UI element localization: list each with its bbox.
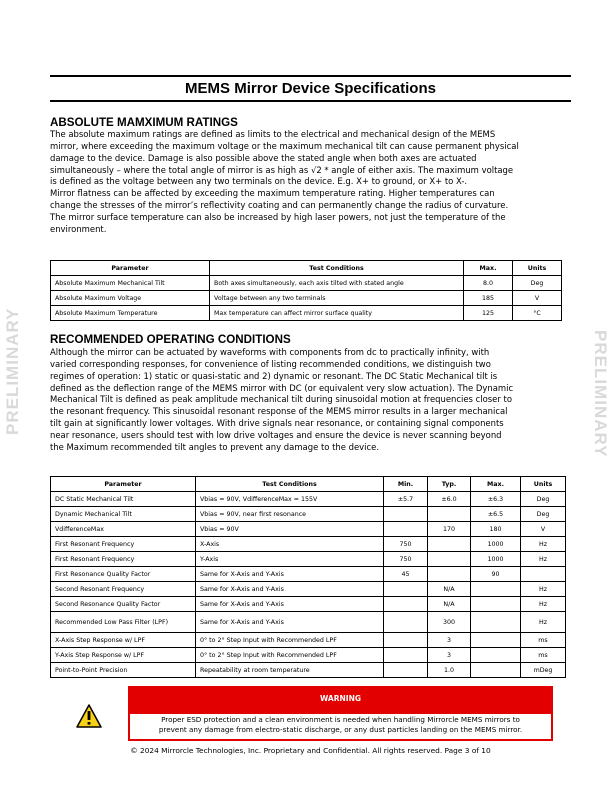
cell-conditions: Vbias = 90V [196, 522, 384, 537]
cell-units: ms [521, 648, 566, 663]
section-recommended-text [50, 347, 562, 454]
cell-max: 1000 [471, 552, 521, 567]
cell-parameter: X-Axis Step Response w/ LPF [51, 633, 196, 648]
cell-typ [428, 537, 471, 552]
cell-parameter: VdifferenceMax [51, 522, 196, 537]
table-row [51, 612, 566, 633]
cell-parameter: Absolute Maximum Voltage [51, 291, 210, 306]
header-units: Units [521, 477, 566, 492]
cell-parameter: DC Static Mechanical Tilt [51, 492, 196, 507]
text-line: Mirror flatness can be affected by exceeding the maximum temperature rating. Higher temperatures can [50, 188, 495, 199]
table-row [51, 306, 562, 321]
table-row [51, 291, 562, 306]
cell-max: 125 [464, 306, 513, 321]
text-line: regimes of operation: 1) static or quasi-static and 2) dynamic or resonant. The DC Static Mechanical tilt is [50, 370, 498, 381]
cell-units: Hz [521, 597, 566, 612]
table-header-row [51, 261, 562, 276]
cell-typ: 3 [428, 648, 471, 663]
warning-triangle-icon [76, 704, 102, 728]
cell-max: 8.0 [464, 276, 513, 291]
cell-units: Deg [521, 492, 566, 507]
cell-units: V [513, 291, 562, 306]
cell-conditions: Max temperature can affect mirror surface quality [210, 306, 464, 321]
cell-conditions: Voltage between any two terminals [210, 291, 464, 306]
cell-units: °C [513, 306, 562, 321]
cell-units: Hz [521, 537, 566, 552]
cell-max: 185 [464, 291, 513, 306]
cell-max: ±6.5 [471, 507, 521, 522]
table-row [51, 582, 566, 597]
text-line: The mirror surface temperature can also be increased by high laser powers, not just the temperature of the [50, 211, 506, 222]
cell-max: ±6.3 [471, 492, 521, 507]
cell-min: 750 [384, 537, 428, 552]
cell-parameter: Absolute Maximum Mechanical Tilt [51, 276, 210, 291]
cell-max: 90 [471, 567, 521, 582]
cell-units: Hz [521, 612, 566, 633]
text-line: Mechanical Tilt is defined as peak amplitude mechanical tilt during sinusoidal motion at frequencies closer to [50, 394, 512, 405]
warning-box [128, 686, 553, 741]
cell-parameter: Second Resonant Frequency [51, 582, 196, 597]
cell-parameter: Recommended Low Pass Filter (LPF) [51, 612, 196, 633]
cell-conditions: Y-Axis [196, 552, 384, 567]
title-rule [50, 100, 571, 102]
table-row [51, 537, 566, 552]
cell-parameter: First Resonant Frequency [51, 552, 196, 567]
cell-typ [428, 567, 471, 582]
text-line: The absolute maximum ratings are defined as limits to the electrical and mechanical design of the MEMS [50, 129, 496, 139]
header-max: Max. [464, 261, 513, 276]
text-line: damage to the device. Damage is also possible above the stated angle when both axes are actuated [50, 152, 477, 163]
cell-conditions: Same for X-Axis and Y-Axis [196, 612, 384, 633]
preliminary-watermark-right: PRELIMINARY [591, 330, 610, 458]
cell-max [471, 663, 521, 678]
cell-typ: ±6.0 [428, 492, 471, 507]
cell-min: 750 [384, 552, 428, 567]
table-row [51, 633, 566, 648]
text-line: defined as the deflection range of the MEMS mirror with DC (or equivalent very slow actuation). The Dynamic [50, 382, 514, 393]
cell-min: 45 [384, 567, 428, 582]
text-line: is defined as the voltage between any two terminals on the device. E.g. X+ to ground, or X+ to X-. [50, 176, 468, 187]
cell-min [384, 663, 428, 678]
header-test-conditions: Test Conditions [196, 477, 384, 492]
table-row [51, 492, 566, 507]
table-row [51, 552, 566, 567]
cell-units [521, 567, 566, 582]
cell-typ: N/A [428, 582, 471, 597]
table-row [51, 597, 566, 612]
top-rule [50, 75, 571, 77]
cell-typ: N/A [428, 597, 471, 612]
absolute-max-table [50, 260, 562, 321]
cell-conditions: X-Axis [196, 537, 384, 552]
cell-units: Hz [521, 582, 566, 597]
cell-typ: 1.0 [428, 663, 471, 678]
text-line: environment. [50, 223, 107, 234]
section-heading-absolute-max: ABSOLUTE MAMXIMUM RATINGS [50, 116, 238, 129]
cell-min [384, 507, 428, 522]
cell-max [471, 633, 521, 648]
text-line: Although the mirror can be actuated by waveforms with components from dc to practically infinity, with [50, 347, 490, 357]
text-line: the resonant frequency. This sinusoidal resonant response of the MEMS mirror results in a larger mechanical [50, 406, 508, 417]
table-header-row [51, 477, 566, 492]
cell-max [471, 648, 521, 663]
section-absolute-max-text [50, 129, 562, 236]
cell-parameter: Dynamic Mechanical Tilt [51, 507, 196, 522]
cell-parameter: First Resonance Quality Factor [51, 567, 196, 582]
cell-conditions: 0° to 2° Step Input with Recommended LPF [196, 648, 384, 663]
text-line: varied corresponding responses, for convenience of listing recommended conditions, we distinguish two [50, 358, 491, 369]
preliminary-watermark-left: PRELIMINARY [3, 307, 22, 435]
cell-conditions: Same for X-Axis and Y-Axis [196, 582, 384, 597]
cell-parameter: Y-Axis Step Response w/ LPF [51, 648, 196, 663]
cell-typ: 170 [428, 522, 471, 537]
text-line: simultaneously – where the total angle of mirror is as high as √2 * angle of either axis. The maximum voltage [50, 164, 514, 175]
cell-max: 1000 [471, 537, 521, 552]
header-min: Min. [384, 477, 428, 492]
cell-units: Hz [521, 552, 566, 567]
cell-units: V [521, 522, 566, 537]
cell-typ: 3 [428, 633, 471, 648]
text-line: near resonance, users should test with low drive voltages and ensure the device is never scanning beyond [50, 429, 502, 440]
table-row [51, 276, 562, 291]
page-footer: © 2024 Mirrorcle Technologies, Inc. Proprietary and Confidential. All rights reserved. Page 3 of 10 [130, 746, 491, 755]
header-test-conditions: Test Conditions [210, 261, 464, 276]
cell-max [471, 582, 521, 597]
warning-text [130, 714, 551, 735]
cell-units: Deg [513, 276, 562, 291]
cell-typ: 300 [428, 612, 471, 633]
cell-min [384, 597, 428, 612]
cell-min [384, 633, 428, 648]
cell-min [384, 582, 428, 597]
table-row [51, 648, 566, 663]
cell-units: mDeg [521, 663, 566, 678]
header-parameter: Parameter [51, 261, 210, 276]
header-max: Max. [471, 477, 521, 492]
cell-conditions: 0° to 2° Step Input with Recommended LPF [196, 633, 384, 648]
header-units: Units [513, 261, 562, 276]
page-title: MEMS Mirror Device Specifications [185, 80, 436, 97]
cell-parameter: Point-to-Point Precision [51, 663, 196, 678]
warning-heading: WARNING [130, 688, 551, 714]
cell-max [471, 597, 521, 612]
text-line: mirror, where exceeding the maximum voltage or the maximum mechanical tilt can cause permanent physical [50, 140, 519, 151]
cell-conditions: Repeatability at room temperature [196, 663, 384, 678]
cell-parameter: Second Resonance Quality Factor [51, 597, 196, 612]
warning-line: Proper ESD protection and a clean environment is needed when handling Mirrorcle MEMS mirrors to [161, 715, 520, 724]
warning-line: prevent any damage from electro-static discharge, or any dust particles landing on the MEMS mirror. [158, 725, 523, 734]
cell-min [384, 612, 428, 633]
section-heading-recommended: RECOMMENDED OPERATING CONDITIONS [50, 333, 291, 346]
cell-conditions: Vbias = 90V, VdifferenceMax = 155V [196, 492, 384, 507]
cell-typ [428, 552, 471, 567]
cell-conditions: Both axes simultaneously, each axis tilted with stated angle [210, 276, 464, 291]
recommended-conditions-table [50, 476, 566, 678]
cell-parameter: Absolute Maximum Temperature [51, 306, 210, 321]
cell-min [384, 522, 428, 537]
table-row [51, 567, 566, 582]
cell-typ [428, 507, 471, 522]
text-line: change the stresses of the mirror’s reflectivity coating and can permanently change the radius of curvature. [50, 200, 509, 211]
cell-min: ±5.7 [384, 492, 428, 507]
table-row [51, 522, 566, 537]
cell-conditions: Same for X-Axis and Y-Axis [196, 567, 384, 582]
cell-max: 180 [471, 522, 521, 537]
header-typ: Typ. [428, 477, 471, 492]
cell-max [471, 612, 521, 633]
text-line: the Maximum recommended tilt angles to prevent any damage to the device. [50, 441, 380, 452]
table-row [51, 507, 566, 522]
cell-parameter: First Resonant Frequency [51, 537, 196, 552]
header-parameter: Parameter [51, 477, 196, 492]
cell-units: Deg [521, 507, 566, 522]
table-row [51, 663, 566, 678]
cell-units: ms [521, 633, 566, 648]
text-line: tilt gain at significantly lower voltages. With drive signals near resonance, or containing signal components [50, 418, 504, 429]
cell-min [384, 648, 428, 663]
cell-conditions: Vbias = 90V, near first resonance [196, 507, 384, 522]
cell-conditions: Same for X-Axis and Y-Axis [196, 597, 384, 612]
